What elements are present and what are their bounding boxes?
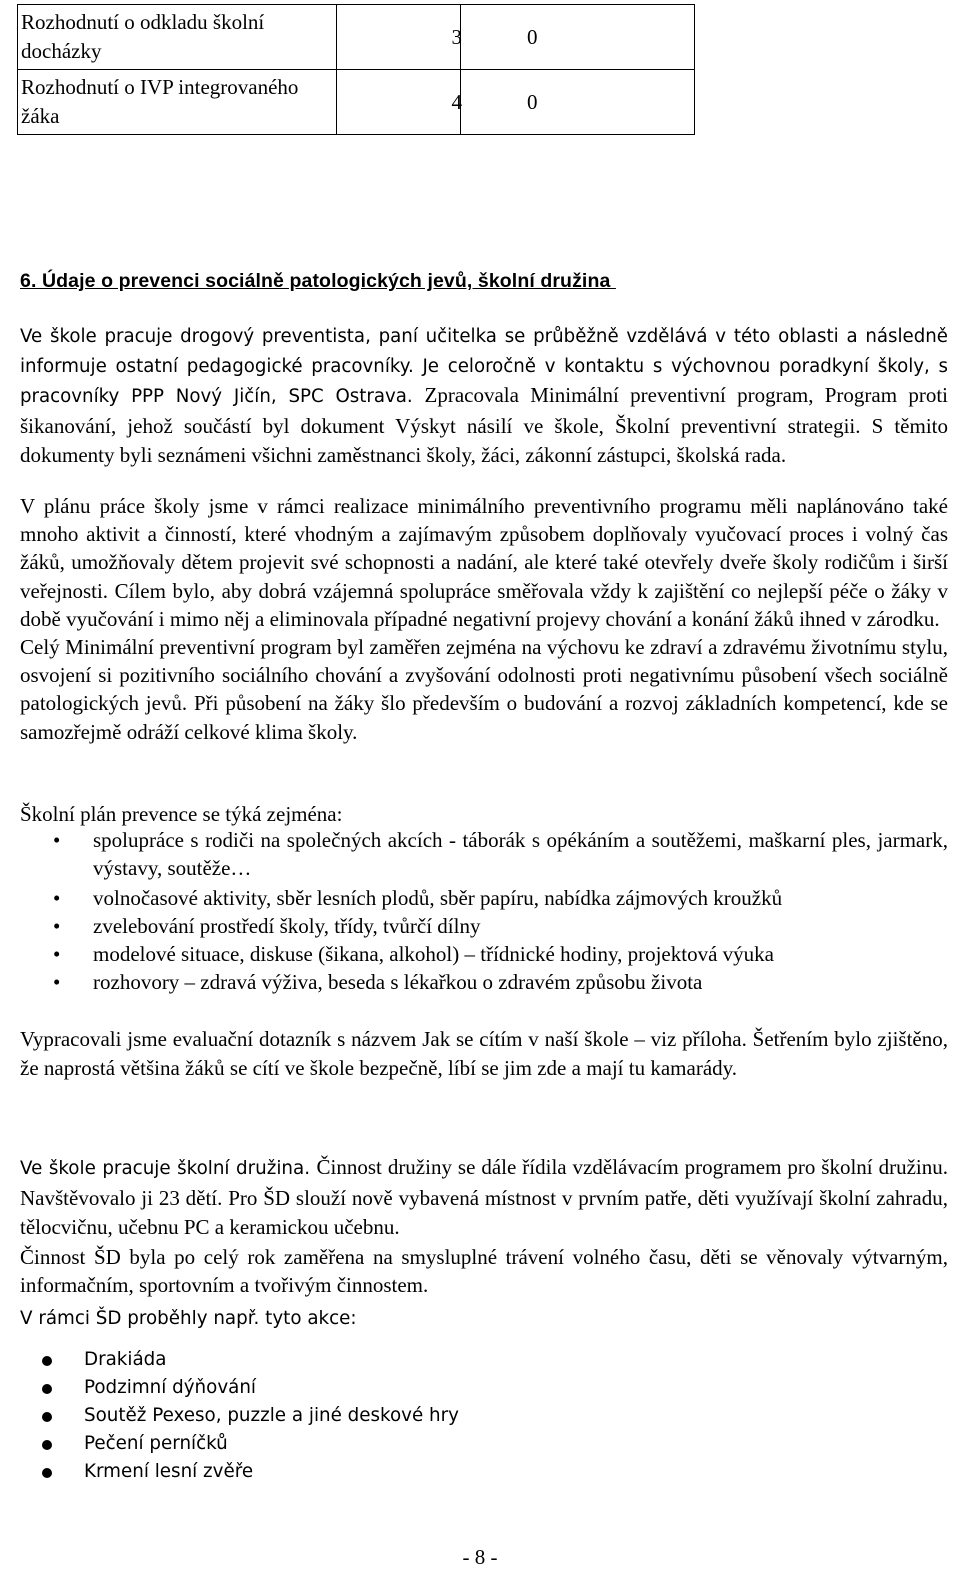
bullet-icon: •	[53, 970, 61, 994]
club-events-list	[20, 1346, 459, 1486]
table-cell-value	[337, 70, 461, 135]
list-item	[20, 1402, 459, 1430]
paragraph-prevention-plan	[20, 492, 948, 746]
paragraph-school-club	[20, 1153, 948, 1300]
list-item-text: Pečení perníčků	[84, 1433, 228, 1454]
table-row	[18, 5, 695, 70]
page-number: - 8 -	[462, 1545, 498, 1569]
list-item-text: modelové situace, diskuse (šikana, alkohol) – třídnické hodiny, projektová výuka	[93, 942, 774, 966]
list-item	[20, 1458, 459, 1486]
section-heading: 6. Údaje o prevenci sociálně patologických jevů, školní družina	[20, 270, 616, 292]
bullet-icon: •	[53, 886, 61, 910]
list-item-text: Drakiáda	[84, 1349, 167, 1370]
paragraph-text: Celý Minimální preventivní program byl zaměřen zejména na výchovu ke zdraví a zdravému životnímu stylu, osvojení si pozitivního sociálního chování a zvyšování odolnosti proti negativnímu působení všech sociálně patologických jevů. Při působení na žáky šlo především o budování a rozvoj základních kompetencí, kde se samozřejmě odráží celkové klima školy.	[20, 635, 948, 744]
paragraph-text: Zpracovala Minimální preventivní program, Program proti šikanování, jehož součástí byl dokument Výskyt násilí ve škole, Školní preventivní strategii.	[20, 383, 949, 438]
paragraph-text: Ve škole pracuje školní družina.	[20, 1158, 317, 1179]
paragraph-text: Činnost družiny se dále řídila vzdělávacím programem pro školní družinu. Navštěvovalo ji 23 dětí. Pro ŠD slouží nově vybavená místnost v prvním patře, děti využívají školní zahradu, tělocvičnu, učebnu PC a keramickou učebnu.	[20, 1155, 948, 1239]
list-item	[20, 884, 948, 912]
list-item	[20, 968, 948, 996]
list-item-text: spolupráce s rodiči na společných akcích - táborák s opékáním a soutěžemi, maškarní ples, jarmark, výstavy, soutěže…	[93, 828, 948, 880]
table-cell-count: 3	[451, 24, 462, 49]
table-cell-label: Rozhodnutí o odkladu školní docházky	[18, 5, 337, 70]
bullet-icon: •	[53, 914, 61, 938]
list-item-text: Krmení lesní zvěře	[84, 1461, 254, 1482]
list-item-text: Soutěž Pexeso, puzzle a jiné deskové hry	[84, 1405, 459, 1426]
list-item	[20, 1346, 459, 1374]
list-item	[20, 1374, 459, 1402]
bullet-icon	[42, 1384, 52, 1394]
bullet-icon	[42, 1356, 52, 1366]
prevention-activities-list	[20, 826, 948, 996]
paragraph-evaluation: Vypracovali jsme evaluační dotazník s názvem Jak se cítím v naší škole – viz příloha. Šetřením bylo zjištěno, že naprostá většina žáků se cítí ve škole bezpečně, líbí se jim zde a mají tu kamarády.	[20, 1027, 948, 1080]
bullet-icon	[42, 1440, 52, 1450]
paragraph-club-events-lead: V rámci ŠD proběhly např. tyto akce:	[20, 1308, 357, 1329]
table-cell-label: Rozhodnutí o IVP integrovaného žáka	[18, 70, 337, 135]
bullet-icon	[42, 1412, 52, 1422]
counts-table	[17, 4, 695, 135]
table-cell-count: 0	[527, 24, 538, 49]
table-cell-value	[337, 5, 461, 70]
table-cell-count: 0	[527, 89, 538, 114]
paragraph-text: Ve škole pracuje drogový preventista, paní učitelka se průběžně vzdělává v této oblasti a následně informuje ostatní pedagogické pracovníky. Je celoročně v kontaktu s výchovnou poradkyní školy, s pracovníky PPP Nový Jičín, SPC Ostrava.	[20, 326, 948, 407]
bullet-icon: •	[53, 942, 61, 966]
list-item-text: rozhovory – zdravá výživa, beseda s lékařkou o zdravém způsobu života	[93, 970, 703, 994]
paragraph-text: V plánu práce školy jsme v rámci realizace minimálního preventivního programu měli naplánováno také mnoho aktivit a činností, které vhodným a zajímavým způsobem doplňovaly vyučovací proces i volný čas žáků, umožňovaly dětem projevit své schopnosti a nadání, ale které také otevřely dveře školy rodičům i širší veřejnosti. Cílem bylo, aby dobrá vzájemná spolupráce směřovala vždy k zajištění co nejlepší péče o žáky v době vyučování i mimo něj a eliminovala případné negativní projevy chování a konání žáků ihned v zárodku.	[20, 494, 948, 631]
list-item	[20, 912, 948, 940]
list-item-text: volnočasové aktivity, sběr lesních plodů, sběr papíru, nabídka zájmových kroužků	[93, 886, 783, 910]
paragraph-plan-lead: Školní plán prevence se týká zejména:	[20, 802, 343, 826]
table-row	[18, 70, 695, 135]
bullet-icon: •	[53, 828, 61, 852]
table-cell-count: 4	[451, 89, 462, 114]
list-item	[20, 940, 948, 968]
paragraph-prevention-intro	[20, 322, 948, 471]
list-item	[20, 1430, 459, 1458]
list-item-text: Podzimní dýňování	[84, 1377, 257, 1398]
list-item	[20, 826, 948, 882]
table-cell-value	[461, 70, 695, 135]
paragraph-text: S těmito dokumenty byli seznámeni všichni zaměstnanci školy, žáci, zákonní zástupci, školská rada.	[20, 413, 949, 467]
table-cell-value	[461, 5, 695, 70]
bullet-icon	[42, 1468, 52, 1478]
list-item-text: zvelebování prostředí školy, třídy, tvůrčí dílny	[93, 914, 481, 938]
paragraph-text: Činnost ŠD byla po celý rok zaměřena na smysluplné trávení volného času, děti se věnovaly výtvarným, informačním, sportovním a tvořivým činnostem.	[20, 1244, 948, 1297]
